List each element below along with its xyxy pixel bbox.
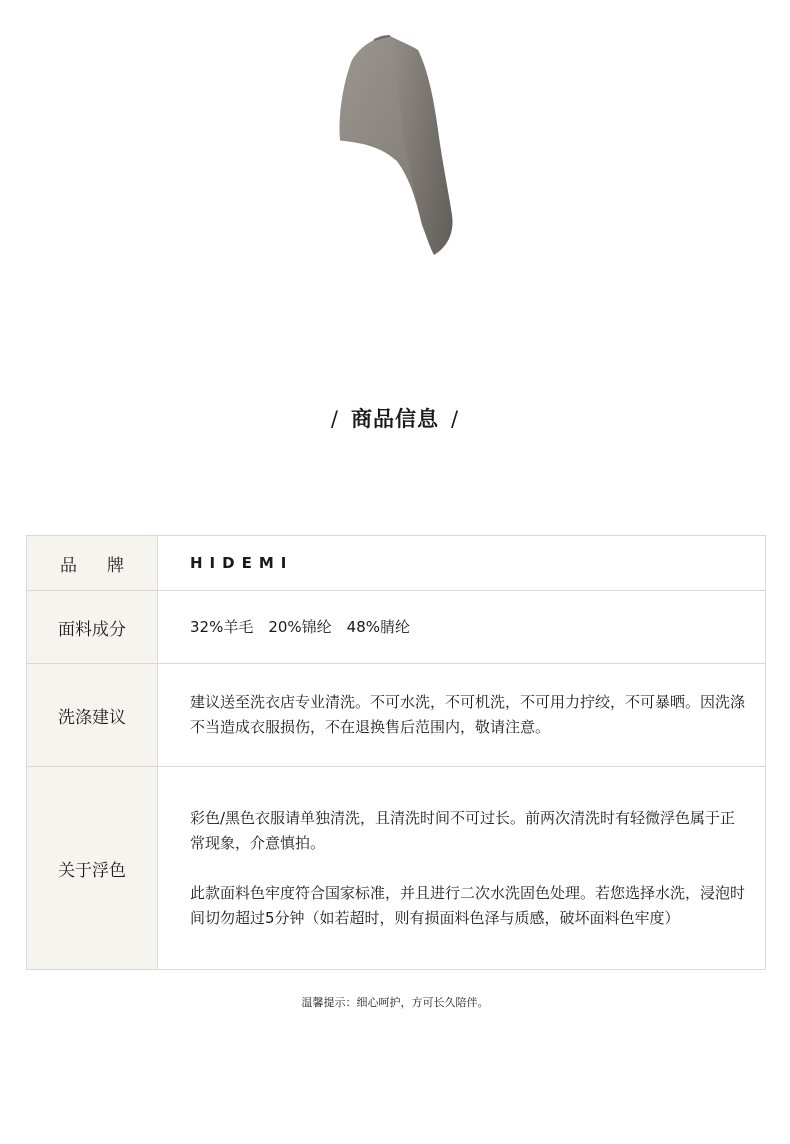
row-label-fabric: 面料成分: [27, 591, 158, 664]
table-row-color-bleed: [27, 767, 766, 970]
color-bleed-paragraph-2: 此款面料色牢度符合国家标准，并且进行二次水洗固色处理。若您选择水洗，浸泡时间切勿超过5分钟（如若超时，则有损面料色泽与质感，破坏面料色牢度）: [190, 883, 746, 927]
section-title: [0, 403, 790, 435]
title-slash-left: /: [330, 407, 339, 431]
row-label-washing: 洗涤建议: [27, 664, 158, 767]
table-row-fabric: [27, 591, 766, 664]
row-value-washing: 建议送至洗衣店专业清洗。不可水洗，不可机洗，不可用力拧绞，不可暴晒。因洗涤不当造成衣服损伤，不在退换售后范围内，敬请注意。: [158, 664, 766, 767]
product-poncho-image: [330, 30, 465, 260]
section-title-text: 商品信息: [351, 407, 439, 431]
row-value-fabric: 32%羊毛 20%锦纶 48%腈纶: [158, 591, 766, 664]
row-value-color-bleed: [158, 767, 766, 970]
product-info-table: [26, 535, 766, 970]
row-label-brand: [27, 536, 158, 591]
table-row-washing: [27, 664, 766, 767]
brand-name: HIDEMI: [190, 553, 294, 572]
row-value-brand: [158, 536, 766, 591]
footer-care-note: 温馨提示：细心呵护，方可长久陪伴。: [301, 996, 489, 1009]
table-row-brand: [27, 536, 766, 591]
brand-label-text: 品牌: [60, 555, 154, 576]
title-slash-right: /: [451, 407, 460, 431]
color-bleed-paragraph-1: 彩色/黑色衣服请单独清洗，且清洗时间不可过长。前两次清洗时有轻微浮色属于正常现象，介意慎拍。: [190, 808, 736, 852]
row-label-color-bleed: 关于浮色: [27, 767, 158, 970]
